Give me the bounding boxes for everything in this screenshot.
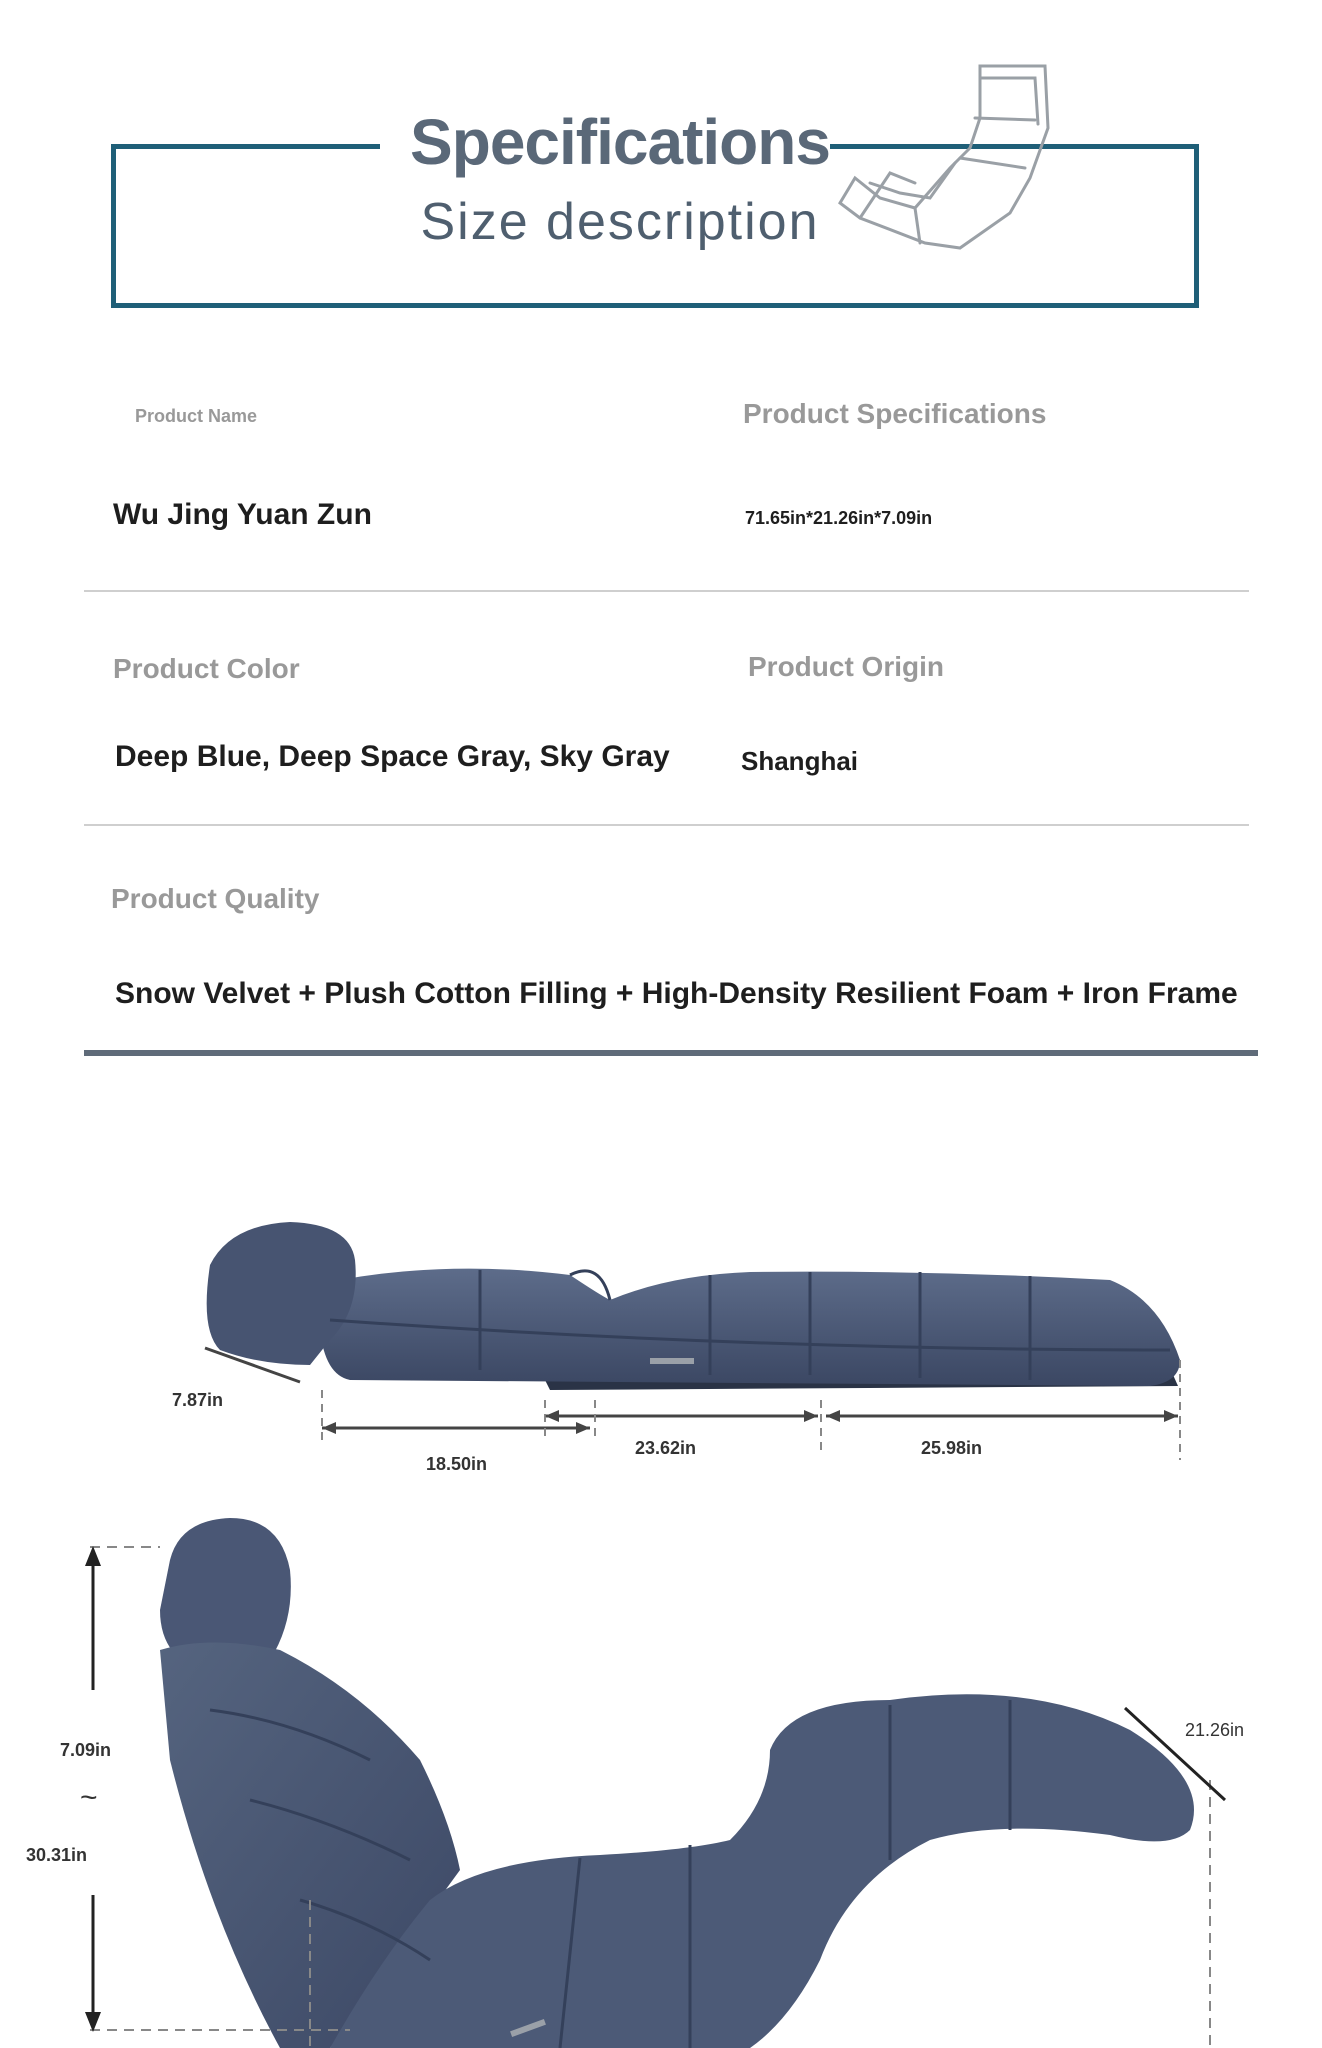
product-name-label: Product Name — [135, 406, 258, 426]
product-origin-label: Product Origin — [748, 651, 944, 682]
reclined-dimension-lines — [0, 1500, 1322, 2048]
chair-sketch-icon — [820, 58, 1060, 258]
range-tilde: ~ — [80, 1781, 98, 1814]
seg1-dimension: 18.50in — [426, 1454, 488, 1474]
product-color-label: Product Color — [113, 653, 300, 684]
product-name-value: Wu Jing Yuan Zun — [113, 498, 372, 531]
seg3-dimension: 25.98in — [921, 1438, 983, 1458]
headrest-dimension: 7.87in — [172, 1390, 224, 1410]
seg2-dimension: 23.62in — [635, 1438, 697, 1458]
product-color-value: Deep Blue, Deep Space Gray, Sky Gray — [115, 740, 670, 773]
product-quality-label: Product Quality — [111, 883, 320, 914]
page-title: Specifications — [410, 106, 830, 178]
product-spec-value: 71.65in*21.26in*7.09in — [745, 508, 933, 528]
height-max-dimension: 30.31in — [26, 1845, 88, 1865]
product-spec-label: Product Specifications — [743, 398, 1047, 429]
page-subtitle: Size description — [420, 193, 820, 251]
product-origin-value: Shanghai — [741, 746, 859, 776]
width-dimension: 21.26in — [1185, 1720, 1245, 1740]
divider — [84, 824, 1249, 826]
divider — [84, 590, 1249, 592]
section-divider — [84, 1050, 1258, 1056]
product-quality-value: Snow Velvet + Plush Cotton Filling + High-Density Resilient Foam + Iron Frame — [115, 977, 1238, 1010]
height-min-dimension: 7.09in — [60, 1740, 112, 1760]
